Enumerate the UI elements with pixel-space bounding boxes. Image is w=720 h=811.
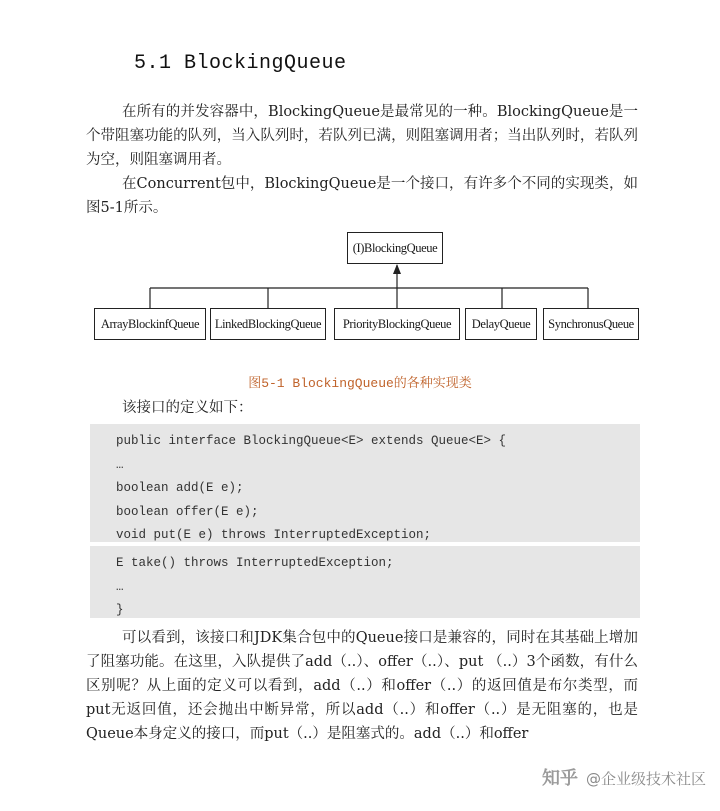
code-line: void put(E e) throws InterruptedException;: [116, 528, 432, 542]
paragraph-text: 可以看到，该接口和JDK集合包中的Queue接口是兼容的，同时在其基础上增加了阻塞功能。在这里，入队提供了add（..）、offer（..）、put （..）3个函数，有什么区别呢？从上面的定义可以看到，add（..）和offer（..）的返回值是布尔类型，而put无返回值，还会抛出中断异常，所以add（..）和offer（..）是无阻塞的，也是Queue本身定义的接口，而put（..）是阻塞式的。add（..）和offer: [86, 630, 638, 742]
paragraph-text: 在所有的并发容器中，BlockingQueue是最常见的一种。BlockingQueue是一个带阻塞功能的队列，当入队列时，若队列已满，则阻塞调用者；当出队列时，若队列为空，则阻塞调用者。: [86, 104, 638, 168]
code-line: E take() throws InterruptedException;: [116, 556, 394, 570]
code-line: boolean add(E e);: [116, 481, 244, 495]
section-title: 5.1 BlockingQueue: [134, 52, 347, 75]
paragraph-implementations: [86, 172, 638, 220]
code-line: …: [116, 579, 124, 594]
figure-caption: 图5-1 BlockingQueue的各种实现类: [248, 376, 472, 391]
code-line: …: [116, 457, 124, 472]
code-block-interface: [90, 424, 640, 542]
diagram-class-array: ArrayBlockinfQueue: [94, 308, 206, 340]
paragraph-explanation: [86, 626, 638, 746]
diagram-root-interface: (I)BlockingQueue: [347, 232, 443, 264]
code-block-take: [90, 546, 640, 618]
diagram-class-synchronous: SynchronusQueue: [543, 308, 639, 340]
code-line: public interface BlockingQueue<E> extends Queue<E> {: [116, 434, 507, 448]
diagram-class-linked: LinkedBlockingQueue: [210, 308, 326, 340]
code-line: boolean offer(E e);: [116, 504, 259, 519]
code-intro-text: 该接口的定义如下：: [122, 400, 253, 416]
class-hierarchy-diagram: [90, 228, 650, 368]
diagram-class-priority: PriorityBlockingQueue: [334, 308, 460, 340]
code-line: }: [116, 603, 124, 617]
watermark-author: @企业级技术社区: [585, 770, 706, 788]
paragraph-intro: [86, 100, 638, 172]
diagram-class-delay: DelayQueue: [465, 308, 537, 340]
zhihu-watermark: [542, 764, 706, 790]
zhihu-logo: 知乎: [541, 768, 578, 789]
paragraph-text: 在Concurrent包中，BlockingQueue是一个接口，有许多个不同的实现类，如图5-1所示。: [86, 176, 638, 216]
inheritance-arrow-icon: [393, 264, 401, 274]
